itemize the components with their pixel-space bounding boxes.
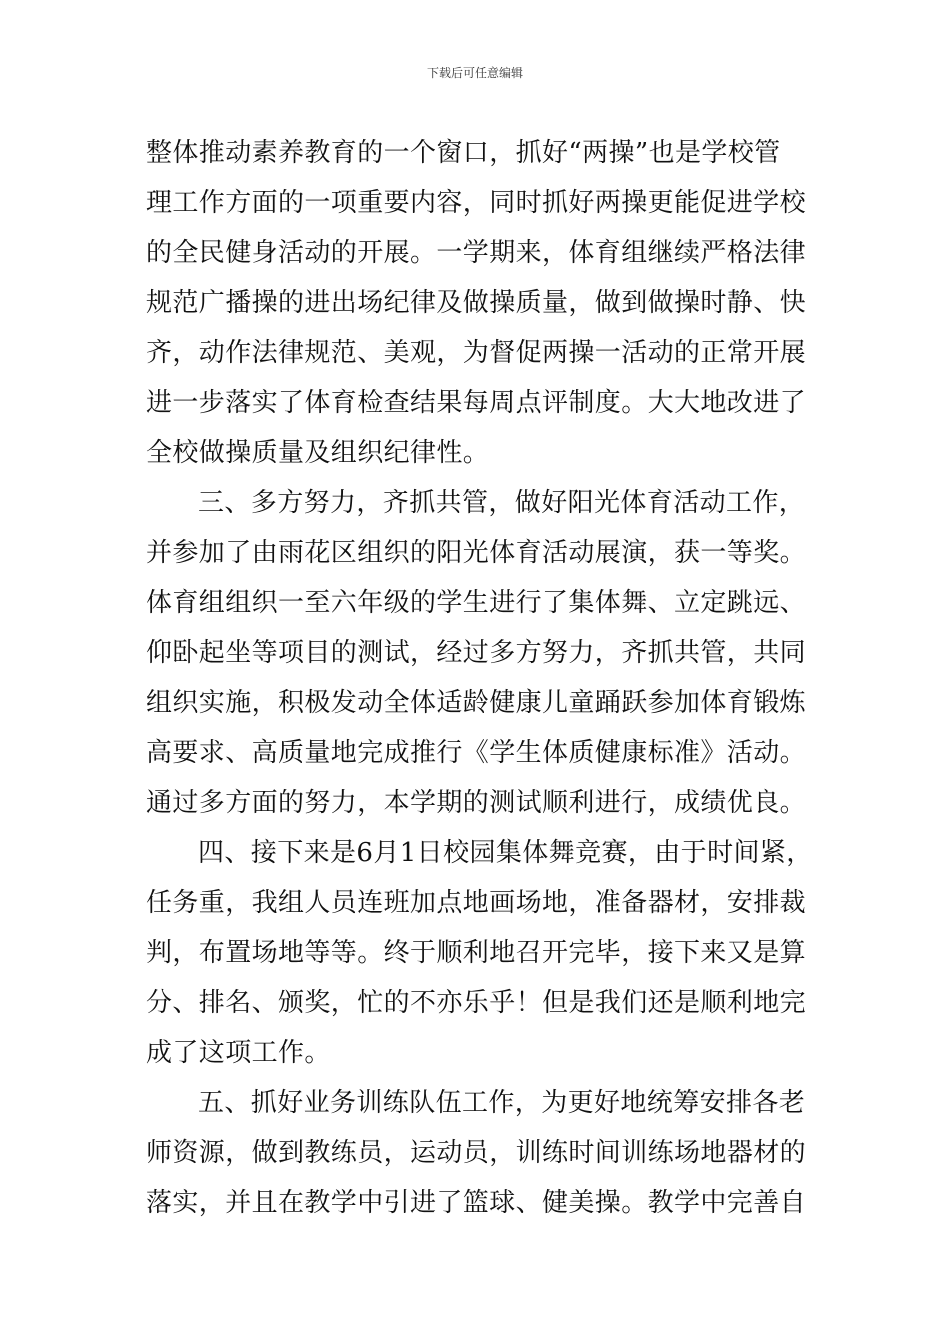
text-line: 判，布置场地等等。终于顺利地召开完毕，接下来又是算 [146,938,807,968]
text-line: 整体推动素养教育的一个窗口，抓好“两操”也是学校管 [146,138,781,168]
paragraph-start-line: 四、接下来是6月1日校园集体舞竞赛，由于时间紧， [198,838,813,868]
text-line: 并参加了由雨花区组织的阳光体育活动展演，获一等奖。 [146,538,807,568]
text-line: 规范广播操的进出场纪律及做操质量，做到做操时静、快 [146,288,807,318]
text-line: 仰卧起坐等项目的测试，经过多方努力，齐抓共管，共同 [146,638,807,668]
text-line: 通过多方面的努力，本学期的测试顺利进行，成绩优良。 [146,788,807,818]
text-line: 成了这项工作。 [146,1038,331,1068]
text-line: 师资源，做到教练员，运动员，训练时间训练场地器材的 [146,1138,807,1168]
document-body [146,128,813,1228]
text-line: 体育组组织一至六年级的学生进行了集体舞、立定跳远、 [146,588,807,618]
text-line: 的全民健身活动的开展。一学期来，体育组继续严格法律 [146,238,807,268]
text-line: 组织实施，积极发动全体适龄健康儿童踊跃参加体育锻炼 [146,688,807,718]
text-line: 任务重，我组人员连班加点地画场地，准备器材，安排裁 [146,888,807,918]
paragraph-start-line: 五、抓好业务训练队伍工作，为更好地统筹安排各老 [198,1088,806,1118]
paragraph-start-line: 三、多方努力，齐抓共管，做好阳光体育活动工作， [198,488,806,518]
text-line: 齐，动作法律规范、美观，为督促两操一活动的正常开展 [146,338,807,368]
text-line: 理工作方面的一项重要内容，同时抓好两操更能促进学校 [146,188,807,218]
text-line: 落实，并且在教学中引进了篮球、健美操。教学中完善自 [146,1188,807,1218]
text-line: 分、排名、颁奖，忙的不亦乐乎！但是我们还是顺利地完 [146,988,807,1018]
text-line: 高要求、高质量地完成推行《学生体质健康标准》活动。 [146,738,807,768]
text-line: 进一步落实了体育检查结果每周点评制度。大大地改进了 [146,388,807,418]
page-header: 下载后可任意编辑 [426,66,523,80]
text-line: 全校做操质量及组织纪律性。 [146,438,490,468]
